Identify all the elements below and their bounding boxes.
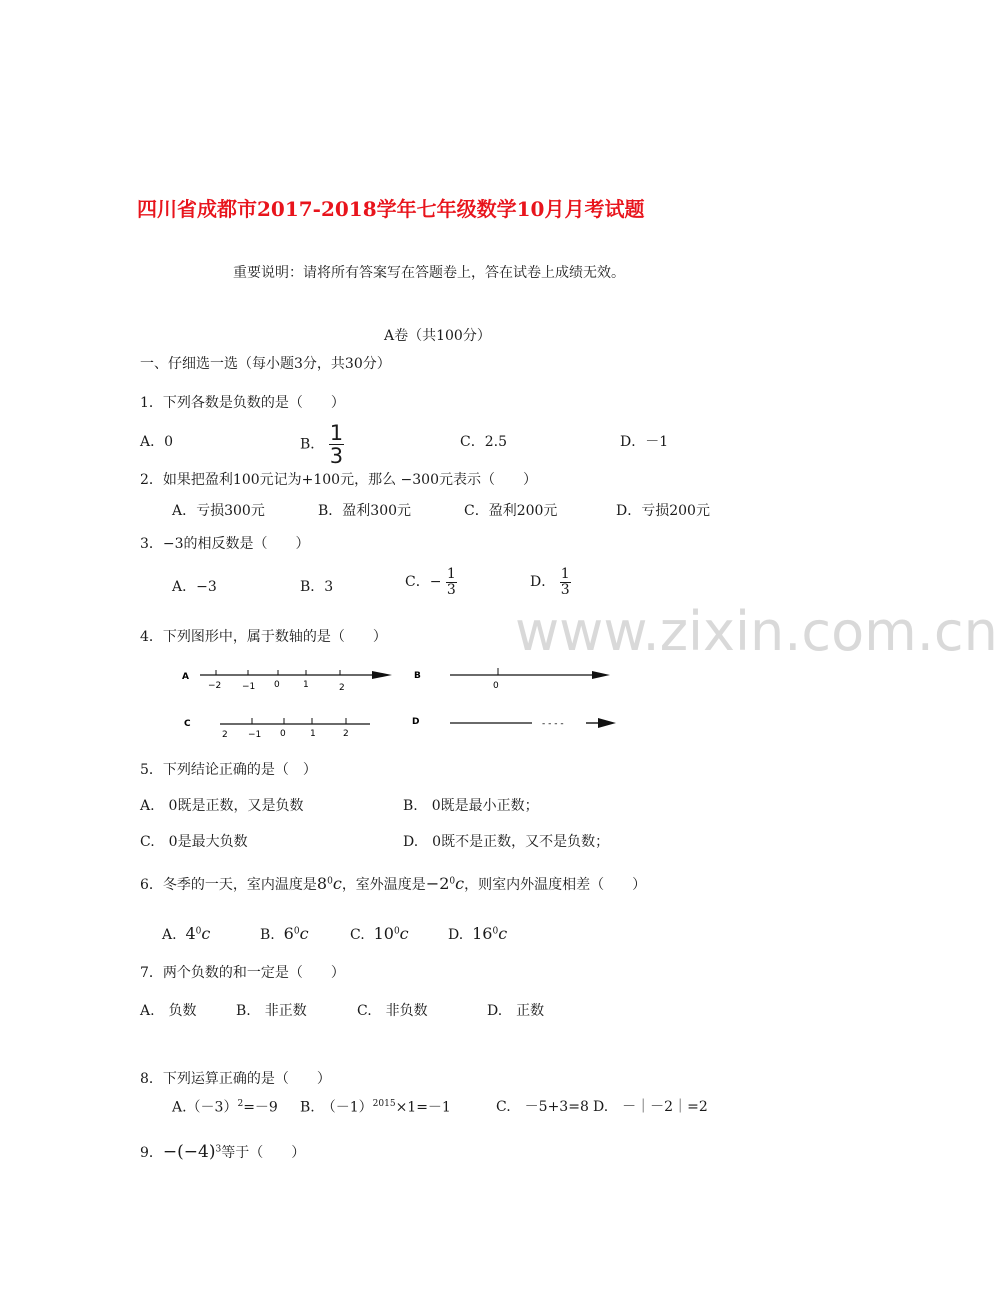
q7-option-a: A. 负数 — [140, 1003, 197, 1019]
q8-stem: 8．下列运算正确的是（ ） — [140, 1071, 331, 1087]
q6-a-label: A. — [162, 927, 177, 943]
q3-d-label: D． — [530, 574, 556, 591]
q7-option-b: B. 非正数 — [236, 1003, 307, 1019]
q4-a-arrow — [372, 671, 392, 679]
q6-c-unit: c — [399, 924, 409, 943]
q1-option-c: C．2.5 — [460, 434, 507, 450]
q6-d-value: 16 — [472, 924, 493, 943]
q6-deg: 0 — [449, 876, 456, 887]
q9-post: 等于（ ） — [221, 1145, 306, 1161]
q7-option-d: D. 正数 — [487, 1003, 545, 1019]
q4-a-tick-label: 1 — [303, 680, 309, 690]
q6-temp-in: 8 — [316, 874, 328, 893]
q6-deg: 0 — [327, 876, 333, 887]
q4-c-tick-label: −1 — [248, 730, 262, 740]
q6-c-value: 10 — [373, 924, 394, 943]
q4-a-tick-label: −1 — [242, 682, 256, 692]
q9-pre: 9． — [140, 1145, 163, 1161]
q5-option-d: D. 0既不是正数，又不是负数； — [403, 834, 610, 850]
important-note: 重要说明：请将所有答案写在答题卷上，答在试卷上成绩无效。 — [233, 265, 625, 281]
q7-stem: 7．两个负数的和一定是（ ） — [140, 965, 345, 981]
q4-a-tick-label: −2 — [208, 681, 222, 691]
q4-number-line-figures — [170, 658, 650, 742]
q6-stem-pre: 6．冬季的一天，室内温度是 — [140, 877, 317, 893]
q4-d-dots: - - - - — [542, 719, 564, 729]
q6-b-unit: c — [299, 924, 309, 943]
q6-option-c — [350, 926, 409, 942]
q6-b-label: B. — [260, 927, 275, 943]
q6-a-value: 4 — [185, 924, 196, 943]
q8-b-exp: 2015 — [372, 1099, 396, 1109]
q8-a-pre: A.（－3） — [172, 1099, 238, 1116]
q1-b-num: 1 — [329, 421, 344, 445]
q8-a-post: =－9 — [243, 1099, 278, 1116]
q6-option-d — [448, 926, 507, 942]
q6-d-label: D. — [448, 927, 464, 943]
q1-b-fraction — [329, 422, 344, 467]
q5-stem: 5．下列结论正确的是（ ） — [140, 762, 317, 778]
q4-b-tick-label: 0 — [493, 681, 499, 691]
q5-option-b: B. 0既是最小正数； — [403, 798, 539, 814]
q4-d-label: D — [412, 717, 420, 727]
q4-b-arrow — [592, 671, 610, 679]
q6-stem — [140, 876, 646, 892]
q6-temp-out: −2 — [425, 874, 450, 893]
q1-stem: 1．下列各数是负数的是（ ） — [140, 395, 345, 411]
q4-a-tick-label: 0 — [274, 680, 280, 690]
q6-c-label: C. — [350, 927, 365, 943]
q8-b-pre: B. （－1） — [300, 1099, 373, 1116]
q4-c-tick-label: 2 — [222, 730, 228, 740]
q4-c-tick-label: 1 — [310, 729, 316, 739]
q3-c-den: 3 — [446, 581, 456, 598]
q8-option-a — [172, 1100, 278, 1115]
q6-d-unit: c — [498, 924, 508, 943]
q4-stem: 4．下列图形中，属于数轴的是（ ） — [140, 629, 387, 645]
q5-option-a: A. 0既是正数，又是负数 — [140, 798, 304, 814]
q3-stem: 3．−3的相反数是（ ） — [140, 536, 310, 552]
watermark: www.zixin.com.cn — [515, 600, 998, 663]
q4-c-tick-label: 2 — [343, 729, 349, 739]
q3-c-fraction — [446, 567, 457, 597]
q6-unit: c — [455, 874, 465, 893]
q4-a-tick-label: 2 — [339, 683, 345, 693]
q1-option-d: D．－1 — [620, 434, 669, 450]
q3-option-c — [405, 567, 457, 597]
q6-option-b — [260, 926, 309, 942]
page-title: 四川省成都市2017-2018学年七年级数学10月月考试题 — [137, 197, 645, 221]
q7-option-c: C. 非负数 — [357, 1003, 428, 1019]
q9-stem — [140, 1144, 305, 1161]
q1-option-b — [300, 422, 344, 467]
q3-option-d — [530, 567, 571, 597]
q3-d-den: 3 — [560, 581, 570, 598]
q8-a-exp: 2 — [237, 1099, 244, 1109]
q8-b-post: ×1=－1 — [395, 1099, 451, 1116]
q4-d-arrow — [598, 718, 616, 728]
q3-c-num: 1 — [446, 566, 456, 582]
q6-unit: c — [332, 874, 342, 893]
part-one-header: 一、仔细选一选（每小题3分，共30分） — [140, 356, 391, 372]
q1-b-den: 3 — [329, 444, 344, 469]
q3-d-fraction — [560, 567, 571, 597]
q4-a-label: A — [182, 672, 189, 682]
q6-b-value: 6 — [283, 924, 294, 943]
q6-a-unit: c — [201, 924, 211, 943]
q1-b-label: B． — [300, 436, 325, 453]
q2-option-a: A．亏损300元 — [172, 503, 265, 519]
q5-option-c: C. 0是最大负数 — [140, 834, 248, 850]
q6-b-deg: 0 — [293, 926, 300, 937]
q3-d-num: 1 — [560, 566, 570, 582]
q3-c-label: C．− — [405, 574, 442, 591]
q8-option-b — [300, 1100, 451, 1115]
q6-c-deg: 0 — [393, 926, 400, 937]
q4-c-label: C — [184, 719, 191, 729]
q6-option-a — [162, 926, 210, 942]
section-header: A卷（共100分） — [384, 328, 491, 344]
q6-stem-post: ，则室内外温度相差（ ） — [464, 877, 647, 893]
q2-stem: 2．如果把盈利100元记为+100元，那么 −300元表示（ ） — [140, 472, 537, 488]
q2-option-c: C．盈利200元 — [464, 503, 558, 519]
q9-expression: −(−4) — [162, 1142, 216, 1162]
q6-stem-mid: ，室外温度是 — [341, 877, 426, 893]
q8-option-d: D. －｜－2｜=2 — [593, 1099, 708, 1115]
q6-d-deg: 0 — [492, 926, 499, 937]
q3-option-b: B．3 — [300, 579, 334, 595]
q4-c-tick-label: 0 — [280, 729, 286, 739]
q6-a-deg: 0 — [195, 926, 202, 937]
q1-option-a: A．0 — [140, 434, 174, 450]
q4-b-label: B — [414, 671, 421, 681]
q8-option-c: C. －5+3=8 — [496, 1099, 589, 1115]
q2-option-b: B．盈利300元 — [318, 503, 412, 519]
q3-option-a: A．−3 — [172, 579, 217, 595]
q2-option-d: D．亏损200元 — [616, 503, 710, 519]
q9-exponent: 3 — [215, 1144, 222, 1155]
